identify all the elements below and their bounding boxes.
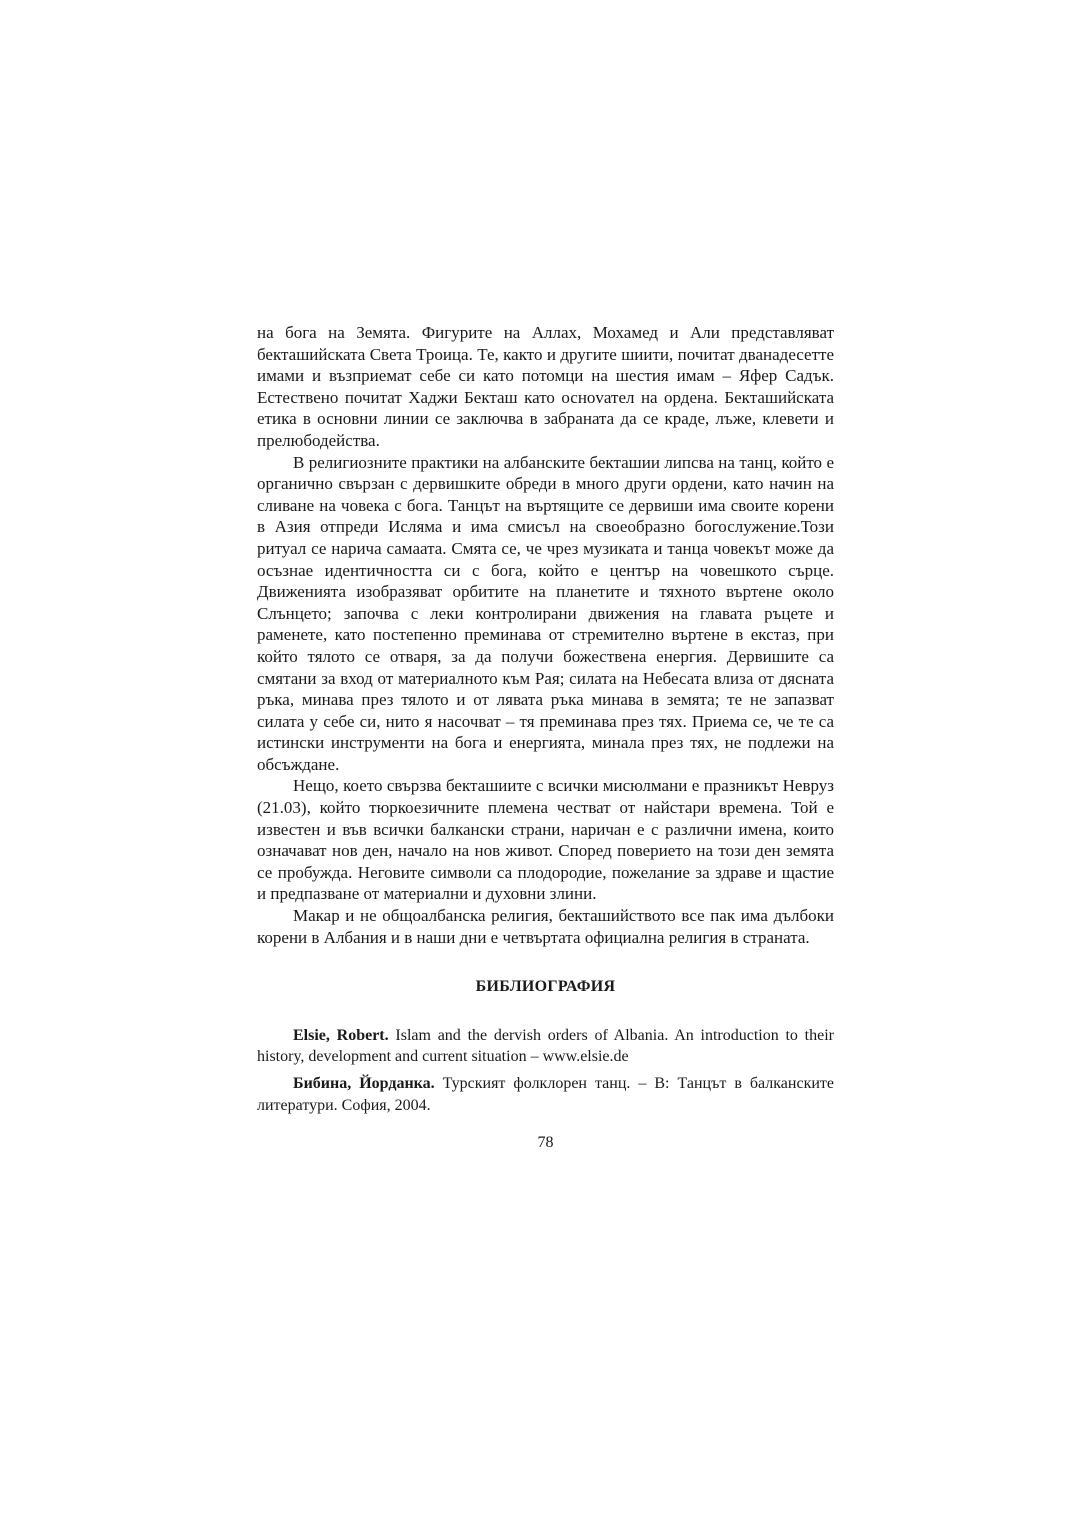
- bibliography-entry: [257, 1073, 834, 1116]
- bibliography-author: Elsie, Robert.: [293, 1026, 389, 1044]
- body-paragraph-1: на бога на Земята. Фигурите на Аллах, Мохамед и Али представляват бекташийската Света Троица. Те, както и другите шиити, почитат дванадесетте имами и възприемат себе си като потомци на шестия имам – Яфер Садък. Естествено почитат Хаджи Бекташ като осноvател на ордена. Бекташийската етика в основни линии се заключва в забраната да се краде, лъже, клевети и прелюбодейства.: [257, 323, 834, 450]
- body-paragraph-4: Макар и не общоалбанска религия, бекташийството все пак има дълбоки корени в Албания и в наши дни е четвъртата официална религия в страната.: [257, 906, 834, 947]
- page-number: 78: [537, 1134, 554, 1152]
- bibliography-title: Турският фолклорен танц. – В: Танцът в балканските литератури. София, 2004.: [257, 1075, 835, 1114]
- page-text-block: [257, 322, 834, 1154]
- bibliography-heading: БИБЛИОГРАФИЯ: [475, 978, 616, 996]
- body-paragraph-3: Нещо, което свързва бекташиите с всички мисюлмани е празникът Невруз (21.03), който тюркоезичните племена честват от найстари времена. Той е известен и във всички балкански страни, наричан е с различни имена, които означават нов ден, начало на нов живот. Според поверието на този ден земята се пробужда. Неговите символи са плодородие, пожелание за здраве и щастие и предпазване от материални и духовни злини.: [257, 776, 834, 904]
- bibliography-title: Islam and the dervish orders of Albania. An introduction to their history, development and current situation – www.elsie.de: [257, 1026, 834, 1066]
- bibliography-author: Бибина, Йорданка.: [293, 1075, 435, 1092]
- bibliography-entry: [257, 1025, 834, 1068]
- body-paragraph-2: В религиозните практики на албанските бекташии липсва на танц, който е органично свързан с дервишките обреди в много други ордени, като начин на сливане на човека с бога. Танцът на въртящите се дервиши има своите корени в Азия отпреди Исляма и има смисъл на своеобразно богослужение.Този ритуал се нарича самаата. Смята се, че чрез музиката и танца човекът може да осъзнае идентичността си с бога, който е център на човешкото сърце. Движенията изобразяват орбитите на планетите и тяхното въртене около Слънцето; започва с леки контролирани движения на главата ръцете и раменете, като постепенно преминава от стремително въртене в екстаз, при който тялото се отваря, за да получи божествена енергия. Дервишите са смятани за вход от материалното към Рая; силата на Небесата влиза от дясната ръка, минава през тялото и от лявата ръка минава в земята; те не запазват силата у себе си, нито я насочват – тя преминава през тях. Приема се, че те са истински инструменти на бога и енергията, минала през тях, не подлежи на обсъждане.: [257, 452, 834, 774]
